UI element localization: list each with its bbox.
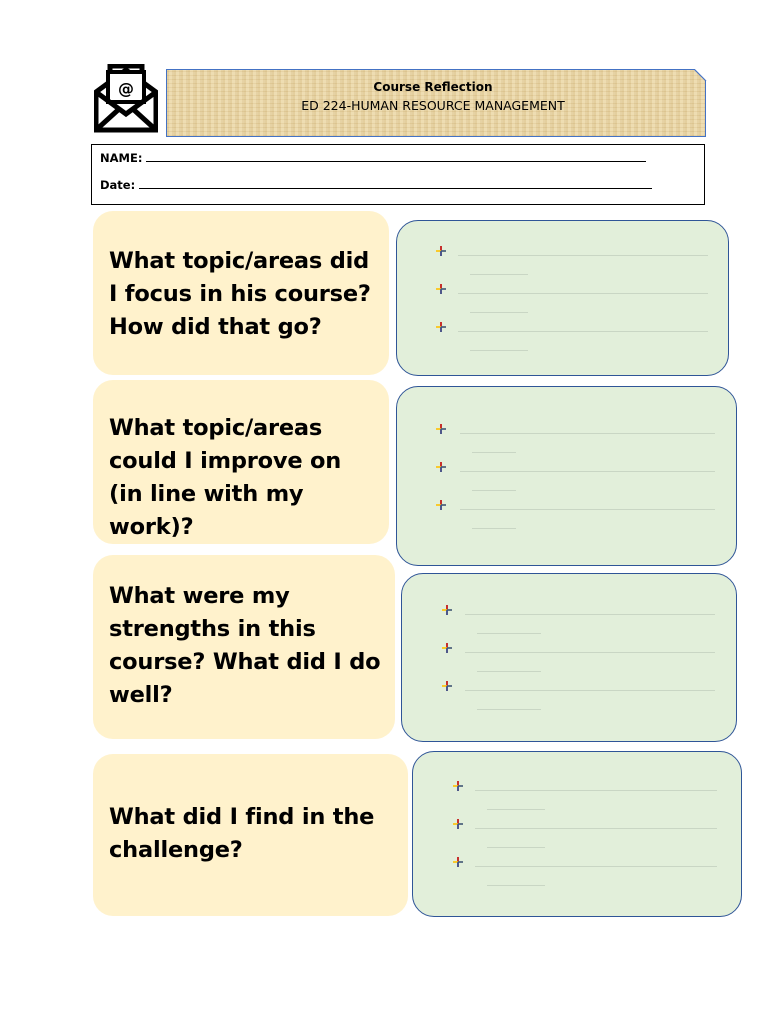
- bullet-icon: [453, 781, 463, 791]
- bullet-icon: [442, 605, 452, 615]
- answer-line[interactable]: [487, 885, 545, 886]
- answer-card[interactable]: [396, 386, 737, 566]
- question-text: What topic/areas could I improve on (in line with my work)?: [109, 415, 342, 540]
- name-label: NAME:: [100, 151, 143, 165]
- answer-line[interactable]: [475, 790, 717, 791]
- date-label: Date:: [100, 178, 136, 192]
- answer-line[interactable]: [472, 490, 516, 491]
- course-subtitle: ED 224-HUMAN RESOURCE MANAGEMENT: [301, 98, 565, 113]
- bullet-icon: [436, 246, 446, 256]
- answer-line[interactable]: [458, 331, 708, 332]
- answer-line[interactable]: [465, 690, 715, 691]
- answer-line[interactable]: [458, 255, 708, 256]
- name-row: [100, 151, 646, 165]
- answer-line[interactable]: [460, 433, 715, 434]
- question-card: [93, 754, 408, 916]
- svg-text:@: @: [118, 79, 134, 98]
- date-row: [100, 178, 652, 192]
- bullet-icon: [436, 462, 446, 472]
- answer-line[interactable]: [470, 350, 528, 351]
- question-card: [93, 211, 389, 375]
- question-text: What topic/areas did I focus in his course? How did that go?: [109, 248, 371, 340]
- answer-line[interactable]: [470, 274, 528, 275]
- name-field[interactable]: [146, 151, 646, 162]
- answer-line[interactable]: [487, 847, 545, 848]
- answer-line[interactable]: [477, 709, 541, 710]
- answer-line[interactable]: [465, 614, 715, 615]
- bullet-icon: [436, 500, 446, 510]
- question-card: [93, 380, 389, 544]
- answer-line[interactable]: [460, 471, 715, 472]
- answer-line[interactable]: [470, 312, 528, 313]
- question-text: What were my strengths in this course? What did I do well?: [109, 583, 381, 708]
- bullet-icon: [453, 819, 463, 829]
- answer-card[interactable]: [412, 751, 742, 917]
- answer-line[interactable]: [472, 528, 516, 529]
- answer-line[interactable]: [487, 809, 545, 810]
- envelope-at-icon: [94, 64, 158, 134]
- bullet-icon: [453, 857, 463, 867]
- bullet-icon: [436, 322, 446, 332]
- page-title: Course Reflection: [373, 80, 493, 94]
- answer-line[interactable]: [477, 633, 541, 634]
- bullet-icon: [442, 643, 452, 653]
- answer-line[interactable]: [472, 452, 516, 453]
- answer-line[interactable]: [475, 828, 717, 829]
- answer-line[interactable]: [475, 866, 717, 867]
- bullet-icon: [442, 681, 452, 691]
- answer-line[interactable]: [460, 509, 715, 510]
- answer-card[interactable]: [396, 220, 729, 376]
- bullet-icon: [436, 424, 446, 434]
- question-text: What did I find in the challenge?: [109, 804, 375, 863]
- answer-line[interactable]: [477, 671, 541, 672]
- question-card: [93, 555, 395, 739]
- student-info-box: [91, 144, 705, 205]
- bullet-icon: [436, 284, 446, 294]
- date-field[interactable]: [139, 178, 652, 189]
- answer-line[interactable]: [465, 652, 715, 653]
- answer-card[interactable]: [401, 573, 737, 742]
- answer-line[interactable]: [458, 293, 708, 294]
